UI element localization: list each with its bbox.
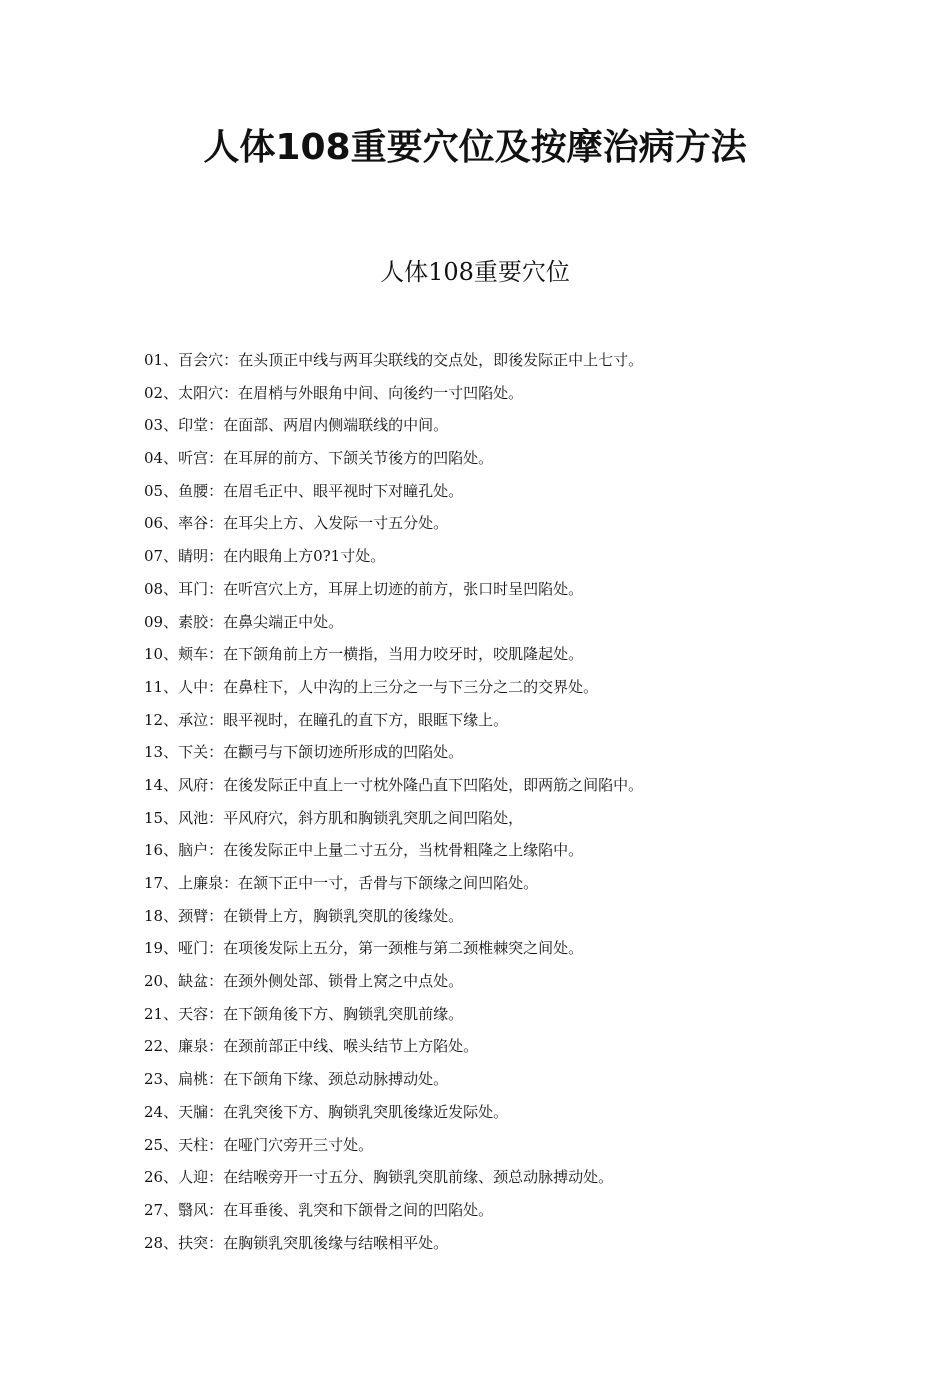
list-item: 15、风池：平风府穴，斜方肌和胸锁乳突肌之间凹陷处，	[144, 808, 524, 827]
list-item: 19、哑门：在项後发际上五分，第一颈椎与第二颈椎棘突之间处。	[144, 939, 584, 958]
list-item: 11、人中：在鼻柱下，人中沟的上三分之一与下三分之二的交界处。	[144, 677, 599, 696]
acupoint-list	[144, 346, 844, 1261]
list-item: 02、太阳穴：在眉梢与外眼角中间、向後约一寸凹陷处。	[144, 383, 524, 402]
list-item: 14、风府：在後发际正中直上一寸枕外隆凸直下凹陷处，即两筋之间陷中。	[144, 775, 644, 794]
list-item: 01、百会穴：在头顶正中线与两耳尖联线的交点处，即後发际正中上七寸。	[144, 351, 644, 369]
list-item: 22、廉泉：在颈前部正中线、喉头结节上方陷处。	[144, 1037, 479, 1056]
list-item: 23、扁桃：在下颌角下缘、颈总动脉搏动处。	[144, 1070, 449, 1089]
list-item: 28、扶突：在胸锁乳突肌後缘与结喉相平处。	[144, 1233, 449, 1252]
list-item: 26、人迎：在结喉旁开一寸五分、胸锁乳突肌前缘、颈总动脉搏动处。	[144, 1168, 614, 1187]
list-item: 21、天容：在下颌角後下方、胸锁乳突肌前缘。	[144, 1004, 464, 1023]
list-item: 18、颈臂：在锁骨上方，胸锁乳突肌的後缘处。	[144, 906, 464, 925]
list-item: 07、睛明：在内眼角上方0?1寸处。	[144, 547, 386, 566]
list-item: 16、脑户：在後发际正中上量二寸五分，当枕骨粗隆之上缘陷中。	[144, 841, 584, 860]
list-item: 17、上廉泉：在颔下正中一寸，舌骨与下颌缘之间凹陷处。	[144, 874, 539, 892]
list-item: 10、颊车：在下颌角前上方一横指，当用力咬牙时，咬肌隆起处。	[144, 645, 584, 664]
list-item: 04、听宫：在耳屏的前方、下颌关节後方的凹陷处。	[144, 449, 494, 468]
list-item: 20、缺盆：在颈外侧处部、锁骨上窝之中点处。	[144, 972, 464, 991]
list-item: 09、素胶：在鼻尖端正中处。	[144, 612, 344, 631]
list-item: 25、天柱：在哑门穴旁开三寸处。	[144, 1135, 374, 1154]
document-title: 人体108重要穴位及按摩治病方法	[203, 127, 747, 168]
list-item: 03、印堂：在面部、两眉内侧端联线的中间。	[144, 416, 449, 435]
list-item: 27、翳风：在耳垂後、乳突和下颌骨之间的凹陷处。	[144, 1200, 494, 1219]
list-item: 24、天牖：在乳突後下方、胸锁乳突肌後缘近发际处。	[144, 1102, 509, 1121]
list-item: 08、耳门：在听宫穴上方，耳屏上切迹的前方，张口时呈凹陷处。	[144, 579, 584, 598]
list-item: 05、鱼腰：在眉毛正中、眼平视时下对瞳孔处。	[144, 481, 464, 500]
list-item: 13、下关：在颧弓与下颌切迹所形成的凹陷处。	[144, 743, 464, 762]
list-item: 12、承泣：眼平视时，在瞳孔的直下方，眼眶下缘上。	[144, 710, 509, 729]
section-title: 人体108重要穴位	[380, 258, 570, 286]
list-item: 06、率谷：在耳尖上方、入发际一寸五分处。	[144, 514, 449, 533]
